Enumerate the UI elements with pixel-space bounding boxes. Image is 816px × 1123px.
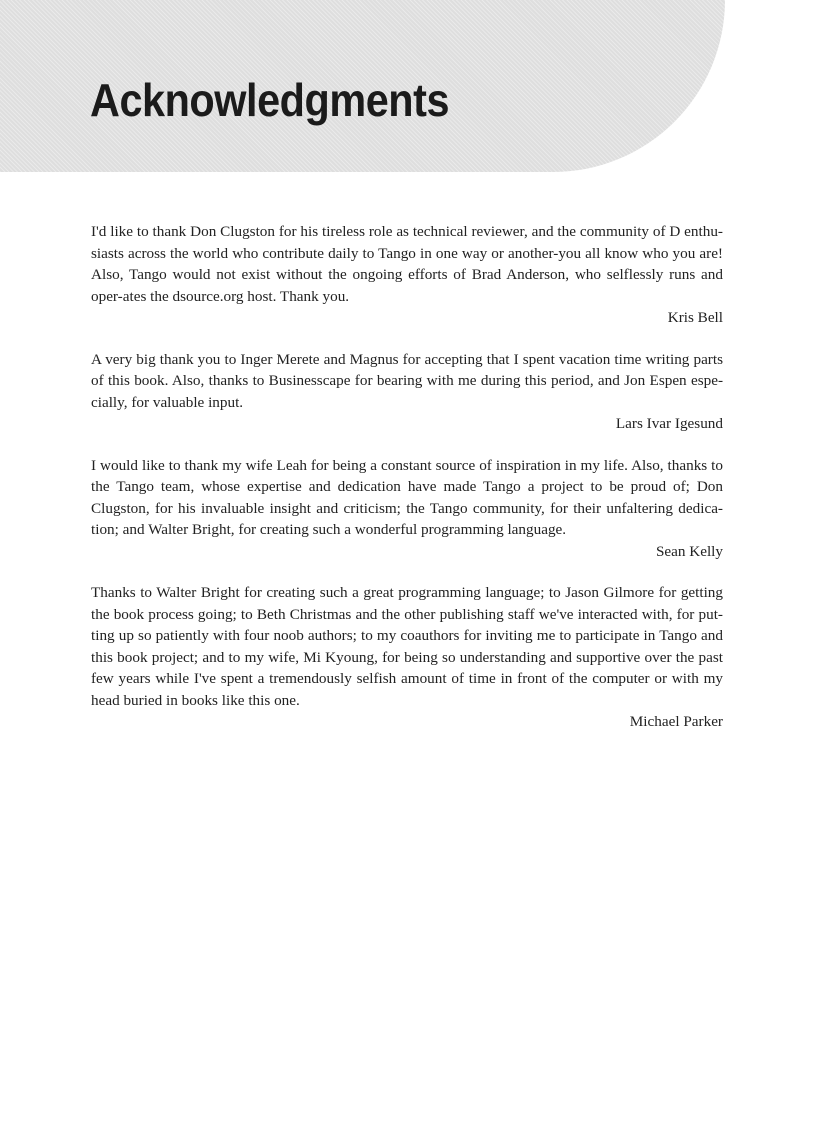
acknowledgment-text: I would like to thank my wife Leah for being a constant source of inspiration in my life. Also, thanks to the Tango team, whose expertise and dedication have made Tango a project to be proud of; Don Clugston, for his invaluable insight and criticism; the Tango community, for their unfaltering dedica-tion; and Walter Bright, for creating such a wonderful programming language. [91, 456, 723, 538]
acknowledgment-text: I'd like to thank Don Clugston for his tireless role as technical reviewer, and the community of D enthu-siasts across the world who contribute daily to Tango in one way or another-you all know who you are! Also, Tango would not exist without the ongoing efforts of Brad Anderson, who selflessly runs and oper-ates the dsource.org host. Thank you. [91, 223, 723, 305]
acknowledgment-entry [91, 582, 723, 733]
author-signature: Lars Ivar Igesund [615, 415, 723, 432]
acknowledgment-entry [91, 349, 723, 435]
acknowledgment-entry [91, 455, 723, 563]
acknowledgment-text: A very big thank you to Inger Merete and Magnus for accepting that I spent vacation time writing parts of this book. Also, thanks to Businesscape for bearing with me during this period, and Jon Espen espe-cially, for valuable input. [91, 350, 723, 411]
acknowledgment-entry [91, 221, 723, 329]
page-title: Acknowledgments [90, 74, 450, 126]
acknowledgments-body [91, 221, 723, 753]
author-signature: Kris Bell [667, 309, 723, 326]
acknowledgment-text: Thanks to Walter Bright for creating such a great programming language; to Jason Gilmore for getting the book process going; to Beth Christmas and the other publishing staff we've interacted with, for put-ting up so patiently with four noob authors; to my coauthors for inviting me to participate in Tango and this book project; and to my wife, Mi Kyoung, for being so understanding and supportive over the past few years while I've spent a tremendously selfish amount of time in front of the computer or with my head buried in books like this one. [91, 584, 723, 709]
author-signature: Sean Kelly [655, 542, 723, 560]
author-signature: Michael Parker [629, 713, 723, 730]
